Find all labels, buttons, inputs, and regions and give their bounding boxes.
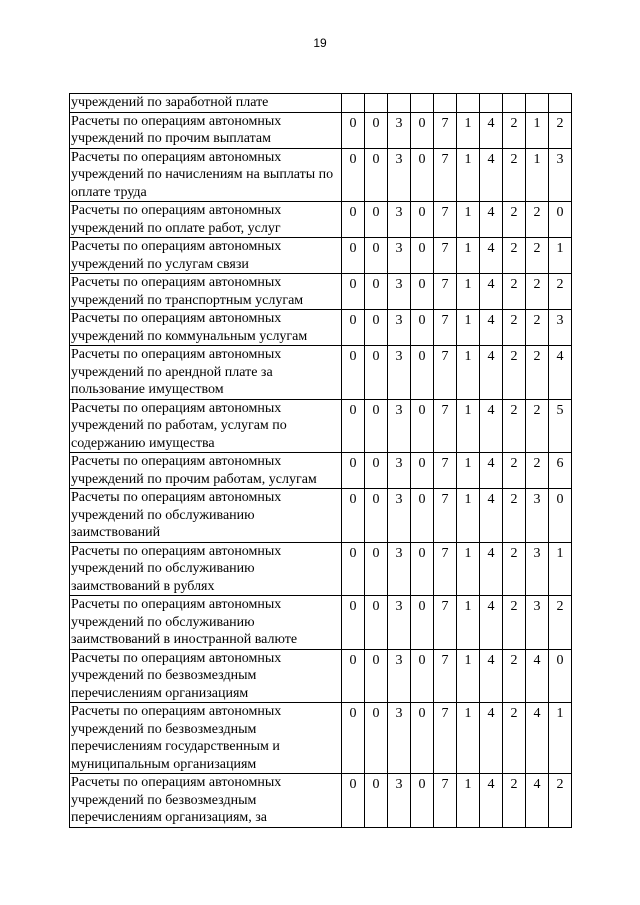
table-row (70, 148, 572, 202)
row-description: учреждений по заработной плате (70, 94, 342, 113)
code-digit-cell: 4 (480, 202, 503, 238)
code-digit-cell: 4 (480, 148, 503, 202)
code-digit-cell: 4 (480, 238, 503, 274)
code-digit-cell: 1 (457, 148, 480, 202)
code-digit-cell: 2 (503, 774, 526, 828)
code-digit-cell: 2 (526, 453, 549, 489)
code-digit-cell: 3 (549, 310, 572, 346)
code-digit-cell: 0 (365, 596, 388, 650)
code-digit-cell: 2 (503, 202, 526, 238)
code-digit-cell: 0 (365, 148, 388, 202)
code-digit-cell: 0 (411, 399, 434, 453)
code-digit-cell: 4 (480, 774, 503, 828)
code-digit-cell: 2 (503, 596, 526, 650)
table-row (70, 542, 572, 596)
code-digit-cell: 7 (434, 310, 457, 346)
table-row (70, 346, 572, 400)
code-digit-cell: 2 (503, 238, 526, 274)
code-digit-cell: 1 (457, 112, 480, 148)
table-row (70, 774, 572, 828)
code-digit-cell: 4 (480, 346, 503, 400)
code-digit-cell (457, 94, 480, 113)
code-digit-cell: 0 (342, 238, 365, 274)
code-digit-cell: 2 (503, 274, 526, 310)
code-digit-cell: 2 (503, 649, 526, 703)
row-description: Расчеты по операциям автономных учреждений по услугам связи (70, 238, 342, 274)
code-digit-cell: 4 (480, 112, 503, 148)
table-row (70, 112, 572, 148)
code-digit-cell: 2 (503, 489, 526, 543)
table-row (70, 703, 572, 774)
table-row (70, 649, 572, 703)
table-row (70, 453, 572, 489)
code-digit-cell: 7 (434, 774, 457, 828)
code-digit-cell: 2 (526, 238, 549, 274)
code-digit-cell: 0 (365, 453, 388, 489)
code-digit-cell (526, 94, 549, 113)
table-row (70, 310, 572, 346)
code-digit-cell (388, 94, 411, 113)
code-digit-cell: 3 (388, 346, 411, 400)
code-digit-cell: 1 (457, 238, 480, 274)
code-digit-cell: 0 (411, 596, 434, 650)
code-digit-cell: 7 (434, 542, 457, 596)
code-digit-cell: 7 (434, 148, 457, 202)
row-description: Расчеты по операциям автономных учреждений по коммунальным услугам (70, 310, 342, 346)
row-description: Расчеты по операциям автономных учреждений по прочим работам, услугам (70, 453, 342, 489)
row-description: Расчеты по операциям автономных учреждений по обслуживанию заимствований (70, 489, 342, 543)
code-digit-cell: 0 (342, 703, 365, 774)
code-digit-cell: 7 (434, 112, 457, 148)
code-digit-cell: 0 (365, 703, 388, 774)
code-digit-cell: 0 (342, 774, 365, 828)
code-digit-cell: 0 (342, 310, 365, 346)
table-row (70, 202, 572, 238)
code-digit-cell: 7 (434, 202, 457, 238)
code-digit-cell: 3 (388, 774, 411, 828)
code-digit-cell: 2 (526, 274, 549, 310)
table-row (70, 274, 572, 310)
code-digit-cell: 7 (434, 489, 457, 543)
code-digit-cell: 0 (411, 453, 434, 489)
code-digit-cell: 4 (480, 399, 503, 453)
row-description: Расчеты по операциям автономных учреждений по обслуживанию заимствований в рублях (70, 542, 342, 596)
code-digit-cell: 0 (342, 596, 365, 650)
code-digit-cell: 3 (388, 649, 411, 703)
code-digit-cell: 0 (342, 649, 365, 703)
code-digit-cell: 6 (549, 453, 572, 489)
row-description: Расчеты по операциям автономных учреждений по оплате работ, услуг (70, 202, 342, 238)
code-digit-cell: 3 (388, 202, 411, 238)
code-digit-cell: 3 (388, 596, 411, 650)
code-digit-cell: 7 (434, 346, 457, 400)
row-description: Расчеты по операциям автономных учреждений по начислениям на выплаты по оплате труда (70, 148, 342, 202)
code-digit-cell: 4 (480, 703, 503, 774)
code-digit-cell: 1 (549, 703, 572, 774)
code-digit-cell: 2 (503, 542, 526, 596)
code-digit-cell: 2 (526, 202, 549, 238)
code-digit-cell: 3 (549, 148, 572, 202)
code-digit-cell: 0 (365, 649, 388, 703)
code-digit-cell: 2 (503, 112, 526, 148)
code-digit-cell: 2 (503, 399, 526, 453)
code-digit-cell: 0 (342, 112, 365, 148)
code-digit-cell: 0 (411, 542, 434, 596)
code-digit-cell: 0 (342, 399, 365, 453)
code-digit-cell: 0 (411, 489, 434, 543)
code-digit-cell: 0 (365, 346, 388, 400)
code-digit-cell (549, 94, 572, 113)
table-row (70, 399, 572, 453)
code-digit-cell: 0 (342, 148, 365, 202)
code-digit-cell (342, 94, 365, 113)
table-row (70, 238, 572, 274)
code-digit-cell: 0 (549, 649, 572, 703)
code-digit-cell: 3 (388, 238, 411, 274)
code-digit-cell: 0 (365, 238, 388, 274)
code-digit-cell: 1 (457, 399, 480, 453)
code-digit-cell (365, 94, 388, 113)
code-digit-cell: 4 (480, 310, 503, 346)
code-digit-cell: 1 (457, 346, 480, 400)
code-digit-cell: 7 (434, 238, 457, 274)
code-digit-cell: 2 (503, 703, 526, 774)
code-digit-cell: 3 (388, 112, 411, 148)
table-row (70, 596, 572, 650)
code-digit-cell: 2 (549, 774, 572, 828)
code-digit-cell: 0 (411, 274, 434, 310)
code-digit-cell: 4 (549, 346, 572, 400)
code-digit-cell: 4 (480, 453, 503, 489)
code-digit-cell: 3 (526, 489, 549, 543)
code-digit-cell: 0 (411, 346, 434, 400)
code-digit-cell: 4 (526, 703, 549, 774)
code-digit-cell: 0 (342, 346, 365, 400)
code-digit-cell: 3 (388, 703, 411, 774)
code-digit-cell (411, 94, 434, 113)
code-digit-cell: 0 (342, 453, 365, 489)
code-digit-cell: 0 (365, 774, 388, 828)
code-digit-cell: 4 (480, 274, 503, 310)
code-digit-cell: 0 (411, 112, 434, 148)
code-digit-cell: 1 (457, 596, 480, 650)
code-digit-cell: 1 (457, 774, 480, 828)
code-digit-cell: 3 (388, 310, 411, 346)
code-digit-cell: 0 (411, 148, 434, 202)
code-digit-cell: 1 (457, 489, 480, 543)
code-digit-cell: 0 (342, 542, 365, 596)
code-digit-cell: 0 (411, 703, 434, 774)
code-digit-cell: 2 (503, 148, 526, 202)
code-digit-cell: 0 (365, 489, 388, 543)
row-description: Расчеты по операциям автономных учреждений по безвозмездным перечислениям государственным и муниципальным организациям (70, 703, 342, 774)
code-digit-cell: 2 (526, 346, 549, 400)
code-digit-cell: 1 (549, 238, 572, 274)
table-row (70, 489, 572, 543)
code-digit-cell: 4 (480, 489, 503, 543)
row-description: Расчеты по операциям автономных учреждений по транспортным услугам (70, 274, 342, 310)
code-digit-cell: 0 (342, 274, 365, 310)
code-digit-cell: 2 (549, 274, 572, 310)
code-digit-cell: 4 (526, 774, 549, 828)
code-digit-cell: 0 (365, 274, 388, 310)
code-digit-cell: 0 (365, 202, 388, 238)
code-digit-cell: 4 (526, 649, 549, 703)
code-digit-cell: 0 (411, 649, 434, 703)
code-digit-cell: 2 (503, 346, 526, 400)
code-digit-cell: 1 (457, 310, 480, 346)
code-digit-cell: 2 (503, 453, 526, 489)
code-digit-cell: 7 (434, 399, 457, 453)
code-digit-cell: 0 (411, 774, 434, 828)
code-digit-cell: 3 (526, 596, 549, 650)
table-row (70, 94, 572, 113)
code-digit-cell: 2 (526, 310, 549, 346)
row-description: Расчеты по операциям автономных учреждений по безвозмездным перечислениям организациям, за (70, 774, 342, 828)
code-digit-cell: 3 (526, 542, 549, 596)
code-digit-cell: 0 (365, 112, 388, 148)
code-digit-cell: 1 (457, 542, 480, 596)
code-digit-cell: 1 (457, 202, 480, 238)
code-digit-cell: 0 (549, 489, 572, 543)
page-number: 19 (313, 36, 327, 50)
code-digit-cell: 1 (549, 542, 572, 596)
code-digit-cell: 0 (411, 310, 434, 346)
code-digit-cell: 5 (549, 399, 572, 453)
code-digit-cell: 7 (434, 703, 457, 774)
code-digit-cell: 4 (480, 596, 503, 650)
code-digit-cell: 2 (503, 310, 526, 346)
row-description: Расчеты по операциям автономных учреждений по прочим выплатам (70, 112, 342, 148)
code-digit-cell (503, 94, 526, 113)
code-digit-cell: 1 (526, 112, 549, 148)
code-digit-cell: 0 (411, 238, 434, 274)
code-digit-cell: 0 (365, 399, 388, 453)
row-description: Расчеты по операциям автономных учреждений по работам, услугам по содержанию имущества (70, 399, 342, 453)
code-digit-cell: 1 (457, 649, 480, 703)
code-digit-cell: 0 (411, 202, 434, 238)
code-digit-cell: 7 (434, 649, 457, 703)
code-digit-cell: 4 (480, 649, 503, 703)
code-digit-cell: 7 (434, 274, 457, 310)
code-digit-cell: 0 (342, 489, 365, 543)
code-digit-cell: 0 (365, 310, 388, 346)
code-digit-cell: 3 (388, 489, 411, 543)
code-digit-cell (434, 94, 457, 113)
code-digit-cell: 7 (434, 453, 457, 489)
row-description: Расчеты по операциям автономных учреждений по обслуживанию заимствований в иностранной валюте (70, 596, 342, 650)
code-digit-cell: 3 (388, 542, 411, 596)
code-digit-cell (480, 94, 503, 113)
code-digit-cell: 2 (549, 596, 572, 650)
code-digit-cell: 1 (457, 453, 480, 489)
code-digit-cell: 0 (342, 202, 365, 238)
code-digit-cell: 3 (388, 148, 411, 202)
code-digit-cell: 0 (365, 542, 388, 596)
row-description: Расчеты по операциям автономных учреждений по безвозмездным перечислениям организациям (70, 649, 342, 703)
code-digit-cell: 2 (526, 399, 549, 453)
code-digit-cell: 3 (388, 274, 411, 310)
code-digit-cell: 3 (388, 453, 411, 489)
code-digit-cell: 4 (480, 542, 503, 596)
code-digit-cell: 1 (457, 703, 480, 774)
code-digit-cell: 1 (526, 148, 549, 202)
code-digit-cell: 1 (457, 274, 480, 310)
code-digit-cell: 3 (388, 399, 411, 453)
code-digit-cell: 0 (549, 202, 572, 238)
code-digit-cell: 2 (549, 112, 572, 148)
code-digit-cell: 7 (434, 596, 457, 650)
row-description: Расчеты по операциям автономных учреждений по арендной плате за пользование имуществом (70, 346, 342, 400)
account-codes-table (69, 93, 572, 828)
